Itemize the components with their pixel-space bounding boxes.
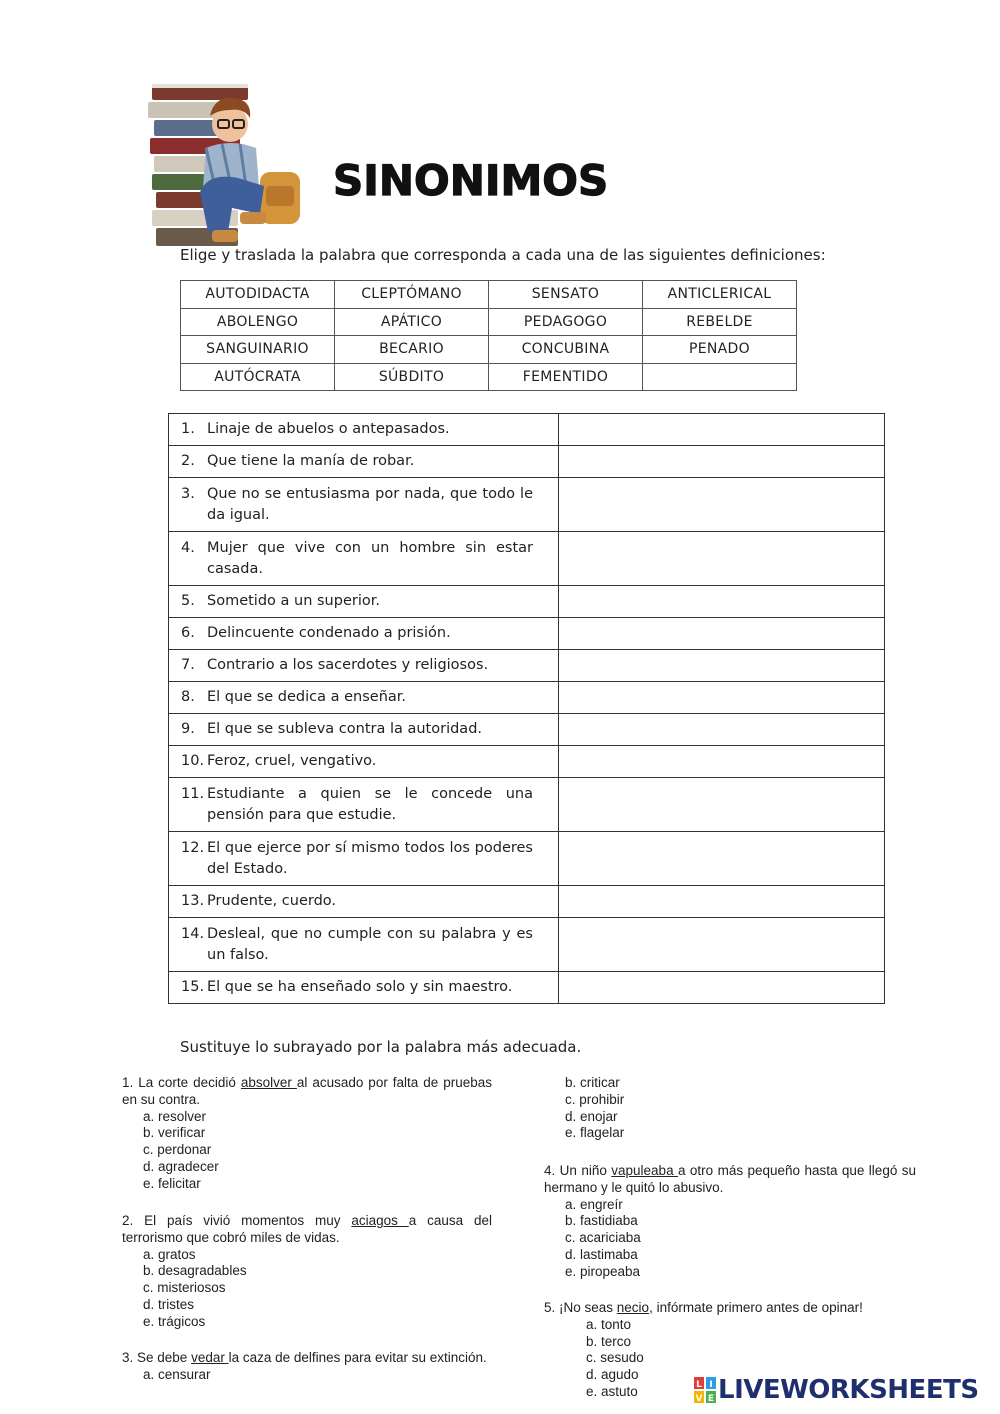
instruction-text-2: Sustituye lo subrayado por la palabra más adecuada. [180, 1038, 582, 1056]
underlined-word: vapuleaba [611, 1163, 678, 1178]
definition-number: 11. [181, 785, 205, 802]
word-bank-cell: BECARIO [335, 336, 489, 364]
definition-text: 13. Prudente, cuerdo. [169, 886, 559, 918]
logo-text: LIVEWORKSHEETS [718, 1375, 979, 1405]
option[interactable]: a. censurar [143, 1366, 211, 1382]
definition-number: 15. [181, 979, 205, 995]
definition-row [169, 586, 885, 618]
underlined-word: vedar [191, 1350, 229, 1365]
definition-number: 8. [181, 689, 195, 705]
word-bank-cell: REBELDE [643, 308, 797, 336]
question-3-options-continued [544, 1075, 744, 1142]
definition-text: 4. Mujer que vive con un hombre sin estar casada. [169, 532, 559, 586]
word-bank-cell: AUTÓCRATA [181, 363, 335, 391]
word-bank-cell: SANGUINARIO [181, 336, 335, 364]
answer-field[interactable] [559, 414, 885, 446]
definition-number: 3. [181, 485, 195, 502]
question-stem: 5. ¡No seas necio, infórmate primero antes de opinar! [544, 1300, 863, 1315]
definition-number: 5. [181, 593, 195, 609]
option[interactable]: a. engreír [565, 1196, 623, 1212]
answer-field[interactable] [559, 650, 885, 682]
word-bank-cell: SENSATO [489, 281, 643, 309]
definition-text: 1. Linaje de abuelos o antepasados. [169, 414, 559, 446]
definition-row [169, 650, 885, 682]
definition-row [169, 682, 885, 714]
definition-number: 7. [181, 657, 195, 673]
option[interactable]: a. gratos [143, 1246, 196, 1262]
option[interactable]: c. sesudo [586, 1350, 644, 1366]
answer-field[interactable] [559, 918, 885, 972]
option[interactable]: b. desagradables [143, 1263, 247, 1279]
definition-number: 10. [181, 753, 205, 769]
definition-text: 7. Contrario a los sacerdotes y religiosos. [169, 650, 559, 682]
option[interactable]: e. felicitar [143, 1175, 201, 1191]
student-with-books-illustration [148, 82, 308, 254]
svg-text:V: V [695, 1394, 703, 1403]
definitions-table [168, 413, 885, 1004]
option[interactable]: d. tristes [143, 1296, 195, 1312]
definition-number: 1. [181, 421, 195, 437]
answer-field[interactable] [559, 778, 885, 832]
option[interactable]: d. enojar [565, 1108, 618, 1124]
option[interactable]: c. misteriosos [143, 1280, 226, 1296]
answer-field[interactable] [559, 618, 885, 650]
definition-row [169, 886, 885, 918]
answer-field[interactable] [559, 714, 885, 746]
definition-row [169, 746, 885, 778]
option[interactable]: a. resolver [143, 1108, 207, 1124]
definition-text: 11. Estudiante a quien se le concede una pensión para que estudie. [169, 778, 559, 832]
option[interactable]: b. fastidiaba [565, 1213, 638, 1229]
option[interactable]: e. piropeaba [565, 1263, 641, 1279]
option[interactable]: d. agudo [586, 1367, 639, 1383]
definition-number: 2. [181, 453, 195, 469]
answer-field[interactable] [559, 886, 885, 918]
word-bank-row [181, 281, 797, 309]
option[interactable]: b. verificar [143, 1125, 206, 1141]
option[interactable]: b. criticar [565, 1075, 620, 1090]
word-bank-cell: CLEPTÓMANO [335, 281, 489, 309]
definition-number: 4. [181, 539, 195, 556]
question-stem: 1. La corte decidió absolver al acusado por falta de pruebas en su contra. [122, 1075, 492, 1107]
answer-field[interactable] [559, 478, 885, 532]
word-bank-cell: FEMENTIDO [489, 363, 643, 391]
answer-field[interactable] [559, 682, 885, 714]
question-3 [122, 1350, 492, 1384]
word-bank-cell [643, 363, 797, 391]
underlined-word: aciagos [351, 1213, 409, 1228]
svg-text:L: L [696, 1380, 702, 1390]
definition-number: 6. [181, 625, 195, 641]
definition-text: 12. El que ejerce por sí mismo todos los poderes del Estado. [169, 832, 559, 886]
definition-number: 9. [181, 721, 195, 737]
question-stem: 2. El país vivió momentos muy aciagos a causa del terrorismo que cobró miles de vidas. [122, 1213, 492, 1245]
option[interactable]: e. astuto [586, 1383, 638, 1399]
option[interactable]: c. prohibir [565, 1091, 625, 1107]
option[interactable]: a. tonto [586, 1316, 632, 1332]
word-bank-row [181, 363, 797, 391]
definition-row [169, 832, 885, 886]
option[interactable]: c. acariciaba [565, 1230, 641, 1246]
answer-field[interactable] [559, 972, 885, 1004]
question-stem: 3. Se debe vedar la caza de delfines para evitar su extinción. [122, 1350, 487, 1365]
word-bank-row [181, 336, 797, 364]
question-stem: 4. Un niño vapuleaba a otro más pequeño hasta que llegó su hermano y le quitó lo abusivo. [544, 1163, 916, 1195]
option[interactable]: d. agradecer [143, 1158, 219, 1174]
definition-row [169, 778, 885, 832]
option[interactable]: e. trágicos [143, 1313, 206, 1329]
question-2 [122, 1213, 492, 1331]
underlined-word: absolver [240, 1075, 297, 1090]
definition-number: 14. [181, 925, 205, 942]
definition-text: 3. Que no se entusiasma por nada, que todo le da igual. [169, 478, 559, 532]
answer-field[interactable] [559, 832, 885, 886]
option[interactable]: b. terco [586, 1333, 632, 1349]
word-bank-row [181, 308, 797, 336]
liveworksheets-logo [694, 1375, 979, 1405]
word-bank-cell: SÚBDITO [335, 363, 489, 391]
word-bank-cell: AUTODIDACTA [181, 281, 335, 309]
word-bank-cell: PEDAGOGO [489, 308, 643, 336]
definition-row [169, 414, 885, 446]
question-4 [544, 1163, 916, 1281]
answer-field[interactable] [559, 446, 885, 478]
definition-text: 14. Desleal, que no cumple con su palabra y es un falso. [169, 918, 559, 972]
definition-text: 2. Que tiene la manía de robar. [169, 446, 559, 478]
word-bank-cell: ANTICLERICAL [643, 281, 797, 309]
word-bank-table [180, 280, 797, 391]
definition-row [169, 478, 885, 532]
option[interactable]: c. perdonar [143, 1142, 212, 1158]
option[interactable]: e. flagelar [565, 1125, 625, 1141]
definition-row [169, 446, 885, 478]
answer-field[interactable] [559, 586, 885, 618]
definition-row [169, 918, 885, 972]
answer-field[interactable] [559, 746, 885, 778]
definition-row [169, 972, 885, 1004]
definition-text: 6. Delincuente condenado a prisión. [169, 618, 559, 650]
definition-number: 13. [181, 893, 205, 909]
question-1 [122, 1075, 492, 1193]
live-badge-icon [694, 1377, 716, 1403]
definition-number: 12. [181, 839, 205, 856]
definition-text: 5. Sometido a un superior. [169, 586, 559, 618]
page-title: SINONIMOS [333, 156, 609, 205]
svg-text:I: I [709, 1380, 713, 1390]
underlined-word: necio [616, 1300, 650, 1315]
definition-text: 15. El que se ha enseñado solo y sin maestro. [169, 972, 559, 1004]
word-bank-cell: PENADO [643, 336, 797, 364]
definition-row [169, 532, 885, 586]
svg-text:E: E [707, 1394, 715, 1403]
instruction-text: Elige y traslada la palabra que corresponda a cada una de las siguientes definiciones: [180, 246, 826, 264]
option[interactable]: d. lastimaba [565, 1246, 638, 1262]
definition-row [169, 714, 885, 746]
definition-text: 10. Feroz, cruel, vengativo. [169, 746, 559, 778]
word-bank-cell: CONCUBINA [489, 336, 643, 364]
definition-text: 8. El que se dedica a enseñar. [169, 682, 559, 714]
word-bank-cell: APÁTICO [335, 308, 489, 336]
definition-text: 9. El que se subleva contra la autoridad. [169, 714, 559, 746]
definition-row [169, 618, 885, 650]
answer-field[interactable] [559, 532, 885, 586]
word-bank-cell: ABOLENGO [181, 308, 335, 336]
